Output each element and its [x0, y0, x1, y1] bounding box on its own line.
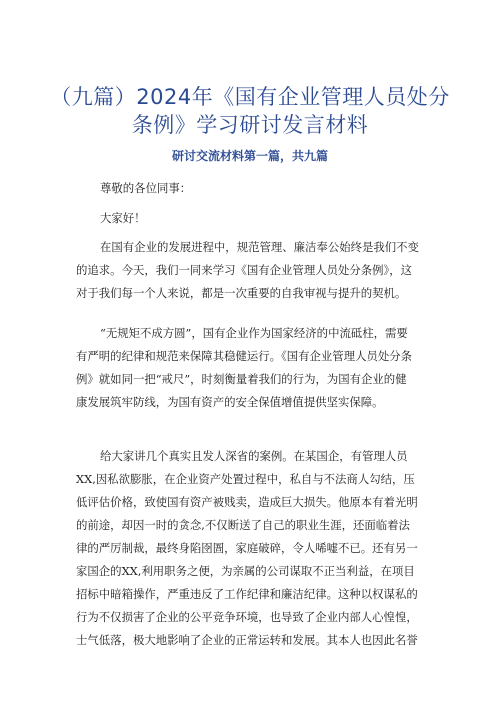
paragraph-line: 律的严厉制裁，最终身陷囹圄，家庭破碎，令人唏嘘不已。还有另一	[76, 541, 418, 555]
salutation-text: 尊敬的各位同事：	[100, 181, 192, 195]
paragraph-2	[76, 322, 430, 414]
paragraph-line: 在国有企业的发展进程中，规范管理、廉洁奉公始终是我们不变	[100, 240, 419, 254]
greeting-text: 大家好！	[100, 211, 146, 225]
paragraph-line: 招标中暗箱操作，严重违反了工作纪律和廉洁纪律。这种以权谋私的	[76, 587, 418, 601]
paragraph-line: 的前途，却因一时的贪念,不仅断送了自己的职业生涯，还面临着法	[76, 518, 410, 532]
document-title	[40, 83, 460, 139]
paragraph-line: 行为不仅损害了企业的公平竞争环境，也导致了企业内部人心惶惶，	[76, 610, 418, 624]
paragraph-line: 家国企的XX,利用职务之便，为亲属的公司谋取不正当利益，在项目	[76, 564, 415, 578]
paragraph-line: 例》就如同一把“戒尺”，时刻衡量着我们的行为，为国有企业的健	[76, 372, 407, 386]
document-title-line-2: 条例》学习研讨发言材料	[131, 113, 369, 137]
paragraph-line: 有严明的纪律和规范来保障其稳健运行。《国有企业管理人员处分条	[76, 349, 413, 363]
greeting	[76, 207, 430, 230]
paragraph-line: 士气低落，极大地影响了企业的正常运转和发展。其本人也因此名誉	[76, 633, 418, 647]
paragraph-line: 给大家讲几个真实且发人深省的案例。在某国企，有管理人员	[100, 449, 408, 463]
salutation	[76, 177, 430, 200]
paragraph-line: “无规矩不成方圆”，国有企业作为国家经济的中流砥柱，需要	[100, 326, 408, 340]
paragraph-line: XX,因私欲膨胀，在企业资产处置过程中，私自与不法商人勾结，压	[76, 472, 415, 486]
document-title-line-1: （九篇）2024年《国有企业管理人员处分	[50, 85, 450, 109]
paragraph-3	[76, 445, 430, 652]
paragraph-line: 对于我们每一个人来说，都是一次重要的自我审视与提升的契机。	[76, 286, 407, 300]
paragraph-line: 康发展筑牢防线，为国有资产的安全保值增值提供坚实保障。	[76, 395, 384, 409]
paragraph-line: 的追求。今天，我们一同来学习《国有企业管理人员处分条例》，这	[76, 263, 413, 277]
document-subtitle: 研讨交流材料第一篇，共九篇	[171, 149, 328, 163]
paragraph-line: 低评估价格，致使国有资产被贱卖，造成巨大损失。他原本有着光明	[76, 495, 418, 509]
paragraph-1	[76, 236, 430, 305]
